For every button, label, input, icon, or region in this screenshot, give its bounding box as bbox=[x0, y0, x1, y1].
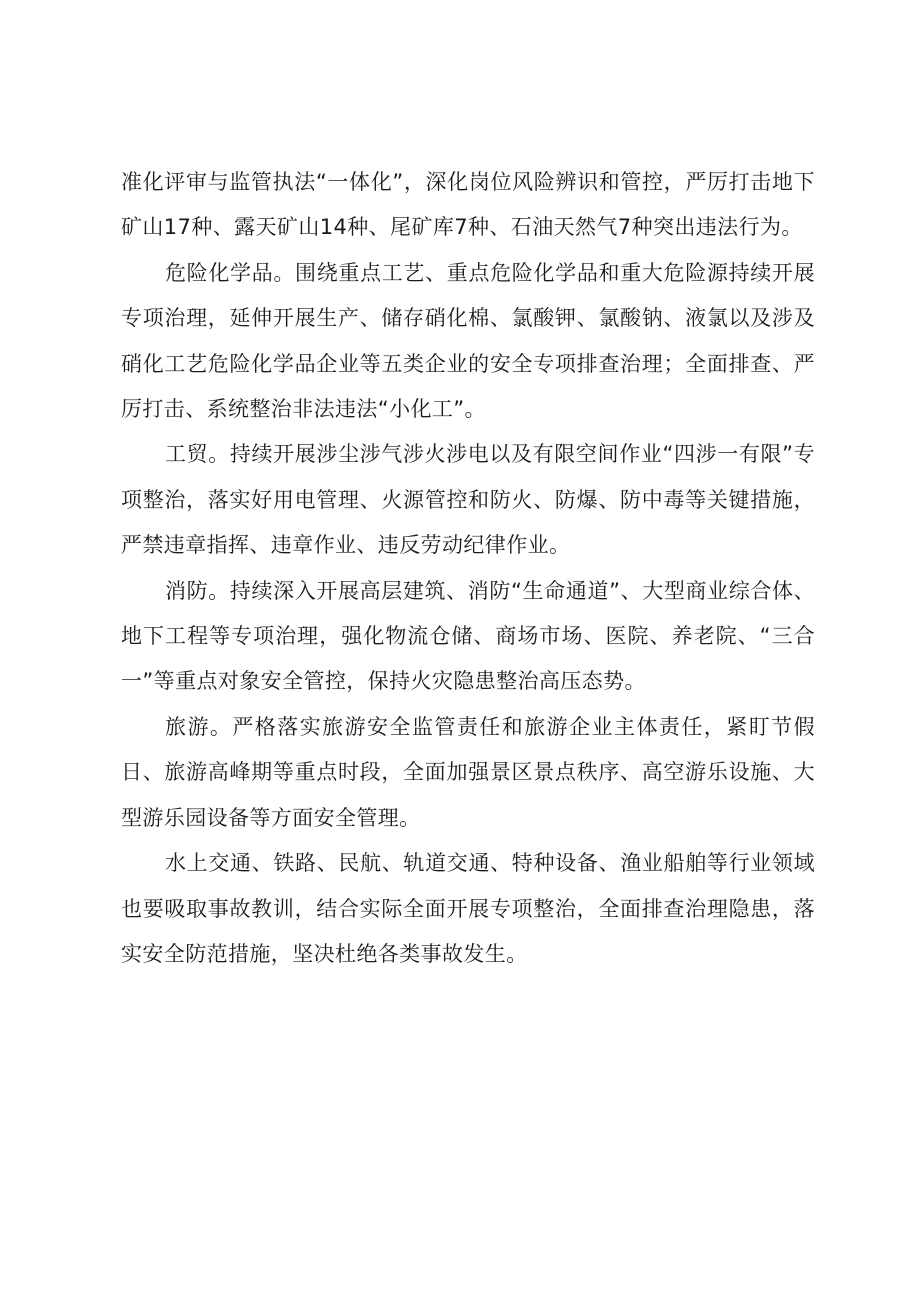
paragraph-other-sectors: 水上交通、铁路、民航、轨道交通、特种设备、渔业船舶等行业领域也要吸取事故教训，结合实际全面开展专项整治，全面排查治理隐患，落实安全防范措施，坚决杜绝各类事故发生。 bbox=[121, 851, 815, 966]
paragraph-hazardous-chemicals: 危险化学品。围绕重点工艺、重点危险化学品和重大危险源持续开展专项治理，延伸开展生产、储存硝化棉、氯酸钾、氯酸钠、液氯以及涉及硝化工艺危险化学品企业等五类企业的安全专项排查治理；全面排查、严厉打击、系统整治非法违法“小化工”。 bbox=[121, 260, 815, 422]
paragraph-tourism: 旅游。严格落实旅游安全监管责任和旅游企业主体责任，紧盯节假日、旅游高峰期等重点时段，全面加强景区景点秩序、高空游乐设施、大型游乐园设备等方面安全管理。 bbox=[121, 714, 815, 830]
document-body bbox=[121, 160, 815, 977]
paragraph-continuation: 准化评审与监管执法“一体化”，深化岗位风险辨识和管控，严厉打击地下矿山17种、露天矿山14种、尾矿库7种、石油天然气7种突出违法行为。 bbox=[121, 170, 815, 240]
paragraph-fire-protection: 消防。持续深入开展高层建筑、消防“生命通道”、大型商业综合体、地下工程等专项治理，强化物流仓储、商场市场、医院、养老院、“三合一”等重点对象安全管控，保持火灾隐患整治高压态势。 bbox=[121, 578, 815, 694]
paragraph-industry-trade: 工贸。持续开展涉尘涉气涉火涉电以及有限空间作业“四涉一有限”专项整治，落实好用电管理、火源管控和防火、防爆、防中毒等关键措施，严禁违章指挥、违章作业、违反劳动纪律作业。 bbox=[121, 442, 815, 558]
